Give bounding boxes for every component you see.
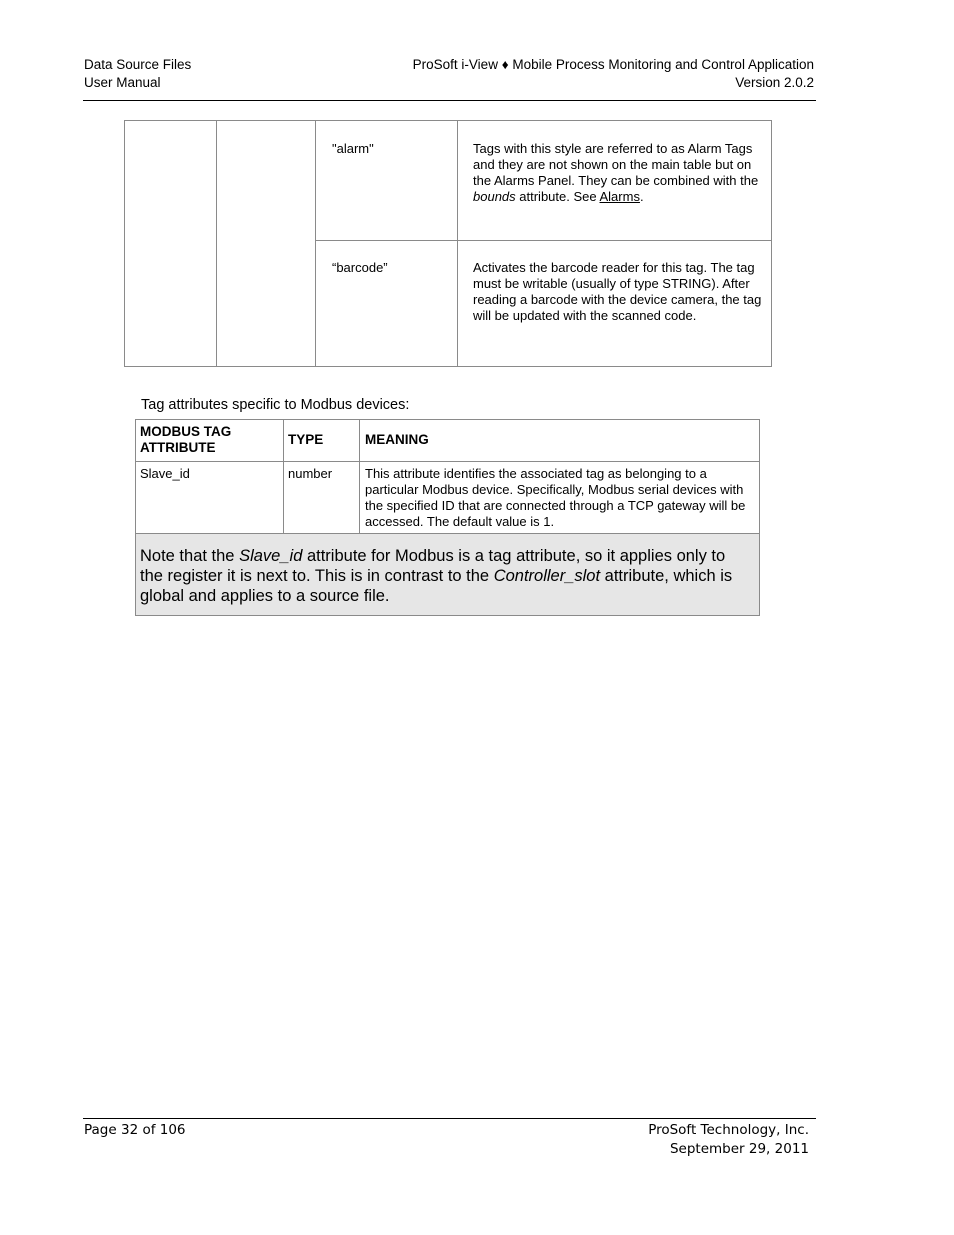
desc-text: . [639,189,644,204]
row-divider [136,461,759,462]
note-emphasis: Controller_slot [493,567,601,585]
note-emphasis: Slave_id [239,547,303,565]
company-name: ProSoft Technology, Inc. [648,1122,809,1138]
version-label: Version 2.0.2 [735,75,814,90]
desc-emphasis: bounds [473,189,516,204]
header-right [413,56,814,92]
manual-type: User Manual [84,75,161,90]
header-attribute: MODBUS TAG ATTRIBUTE [140,424,232,455]
attribute-meaning: This attribute identifies the associated tag as belonging to a particular Modbus device. Specifically, Modbus serial devices with the specified ID that are connected through a TCP gateway will be accessed. The default value is 1. [365,466,746,529]
modbus-table [135,419,760,616]
style-value-barcode: “barcode” [332,260,388,275]
attribute-type: number [288,466,333,481]
note-box [136,534,759,615]
modbus-intro: Tag attributes specific to Modbus devices: [141,397,410,413]
note-part: Note that the [140,547,240,565]
style-value-alarm: "alarm" [332,141,374,156]
note-part: attribute for Modbus is a tag attribute, so it applies only to the register it is next to. This is in contrast to the [140,547,726,585]
footer-divider [83,1118,816,1119]
style-desc-alarm [473,141,761,205]
column-divider [315,121,316,366]
product-title: ProSoft i-View ♦ Mobile Process Monitoring and Control Application [412,57,814,72]
alarms-link[interactable]: Alarms [599,189,640,204]
column-divider [359,420,360,533]
column-divider [283,420,284,533]
column-divider [457,121,458,366]
publish-date: September 29, 2011 [669,1141,809,1157]
note-part: attribute, which is global and applies to a source file. [140,567,733,605]
note-text [140,546,752,606]
header-meaning: MEANING [365,432,429,447]
desc-text: attribute. See [515,189,600,204]
footer-right [648,1121,809,1159]
section-title: Data Source Files [84,57,192,72]
attribute-slave-id: Slave_id [140,466,190,481]
desc-text: Tags with this style are referred to as Alarm Tags and they are not shown on the main table but on the Alarms Panel. They can be combined with the [473,141,759,188]
header-type: TYPE [288,432,324,447]
page-number: Page 32 of 106 [84,1122,186,1138]
style-table [124,120,772,367]
header-divider [83,100,816,101]
header-left [84,56,191,92]
style-desc-barcode: Activates the barcode reader for this tag. The tag must be writable (usually of type STRING). After reading a barcode with the device camera, the tag will be updated with the scanned code. [473,260,762,323]
row-divider [316,240,771,241]
column-divider [216,121,217,366]
